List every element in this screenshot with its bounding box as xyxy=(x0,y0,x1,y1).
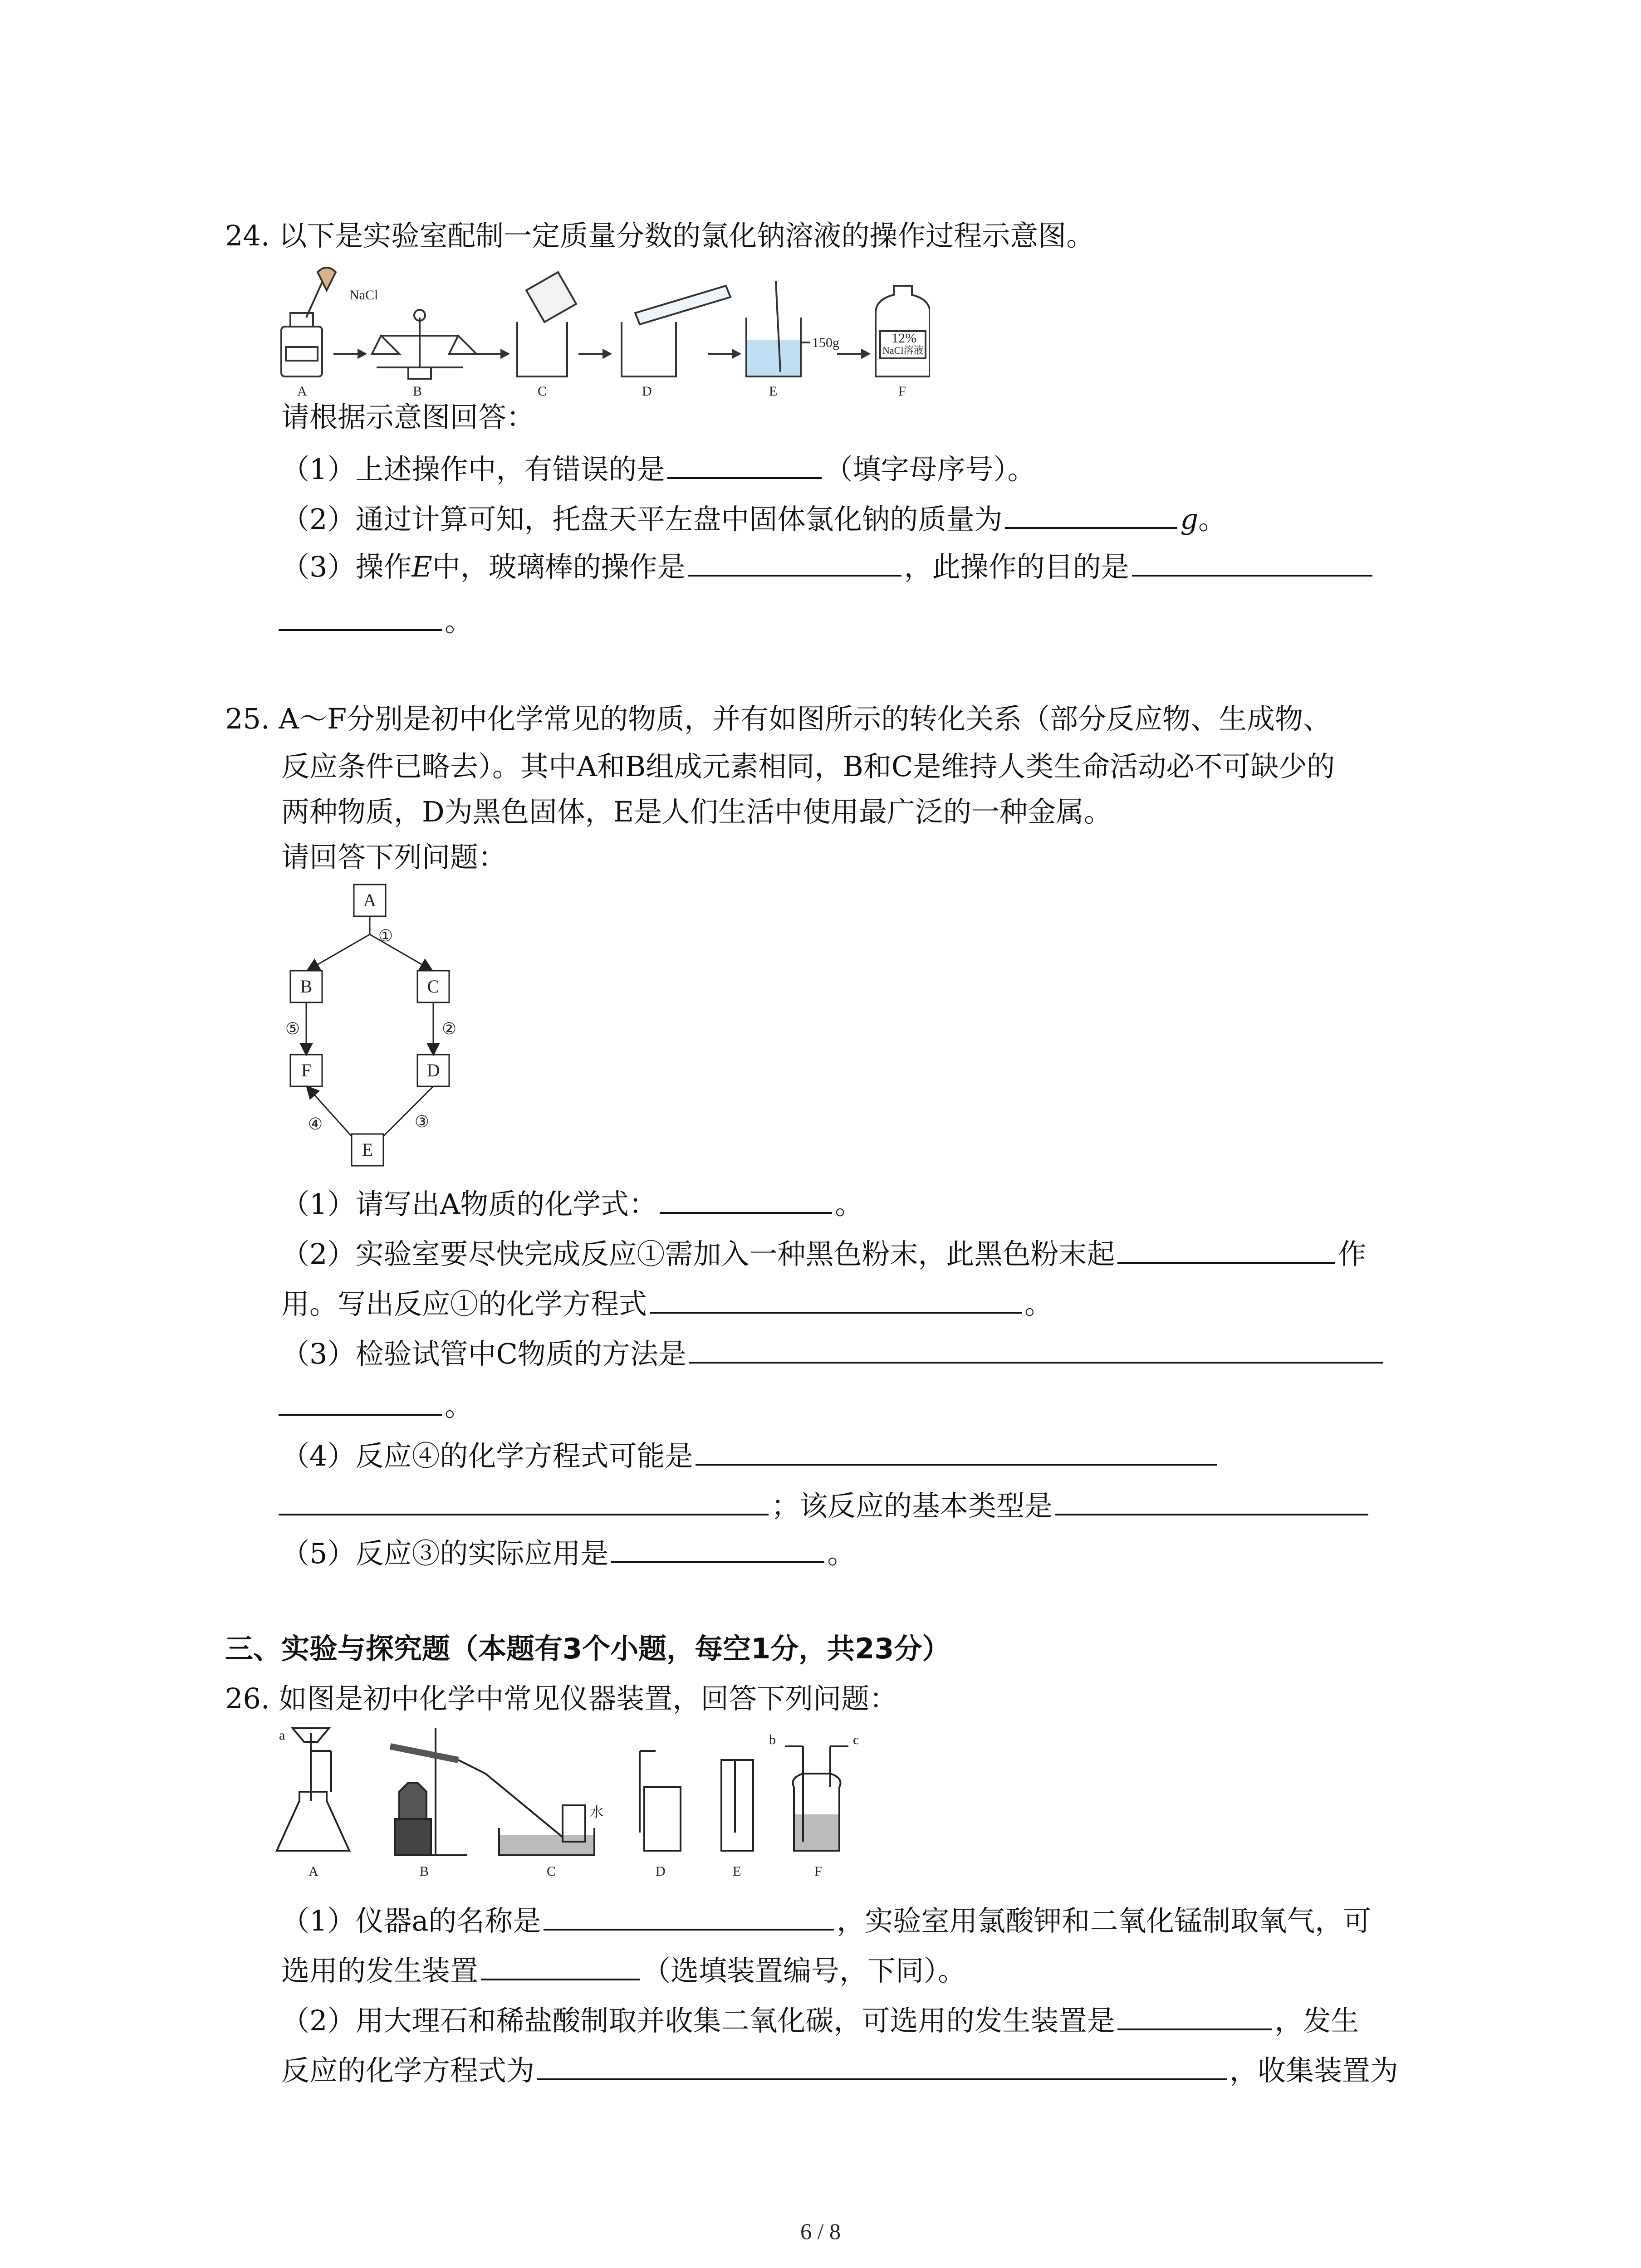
q25-p1-end: 。 xyxy=(835,1188,863,1221)
q25-p3-blank-2[interactable] xyxy=(279,1386,442,1416)
q26-p1-text-d: （选填装置编号，下同）。 xyxy=(642,1954,966,1987)
q25-node-f: F xyxy=(301,1060,312,1080)
q24-fig-label-e: E xyxy=(769,384,778,399)
q26-p2-text-a: （2）用大理石和稀盐酸制取并收集二氧化碳，可选用的发生装置是 xyxy=(281,2004,1115,2037)
q25-p4-blank-2[interactable] xyxy=(279,1486,769,1515)
q24-p2-unit: g xyxy=(1180,503,1199,536)
q24-fig-label-d: D xyxy=(642,384,652,399)
q25-p2-text-a: （2）实验室要尽快完成反应①需加入一种黑色粉末，此黑色粉末起 xyxy=(281,1237,1115,1271)
q26-fig-small-b: b xyxy=(769,1732,776,1747)
q25-node-b: B xyxy=(300,976,313,997)
q24-p2-blank[interactable] xyxy=(1005,499,1177,529)
q26-part2 xyxy=(281,2000,1359,2039)
q24-p1-blank[interactable] xyxy=(667,449,822,479)
q24-fig-label-a: A xyxy=(297,384,307,399)
q25-mark-5: ⑤ xyxy=(285,1020,300,1038)
q24-p3-text-a: （3）操作 xyxy=(281,550,412,583)
q25-node-c: C xyxy=(427,976,440,997)
q25-mark-1: ① xyxy=(378,927,393,945)
q25-p4-text-a: （4）反应④的化学方程式可能是 xyxy=(281,1439,693,1472)
q25-flow-diagram xyxy=(272,880,490,1179)
q26-fig-label-c: C xyxy=(547,1864,556,1879)
q25-p5-blank[interactable] xyxy=(611,1533,824,1563)
q25-part1 xyxy=(281,1184,863,1222)
q24-p3-blank-1[interactable] xyxy=(688,547,901,577)
q26-p2-blank-1[interactable] xyxy=(1117,2000,1272,2030)
q25-part3-cont xyxy=(279,1386,473,1424)
q26-apparatus-figure xyxy=(272,1724,885,1882)
q25-p4-blank-3[interactable] xyxy=(1055,1486,1368,1515)
q24-part1 xyxy=(281,449,1035,488)
q25-p2-blank-1[interactable] xyxy=(1117,1234,1335,1264)
q25-p3-end: 。 xyxy=(445,1389,473,1422)
q26-fig-small-a: a xyxy=(279,1728,285,1743)
q25-part2 xyxy=(281,1234,1366,1272)
q24-nacl-label: NaCl xyxy=(349,288,378,303)
q26-stem: 26. 如图是初中化学中常见仪器装置，回答下列问题： xyxy=(225,1682,898,1715)
section3-title: 三、实验与探究题（本题有3个小题，每空1分，共23分） xyxy=(225,1632,950,1665)
q26-part1-cont xyxy=(281,1950,966,1989)
q24-p3-end: 。 xyxy=(445,605,473,638)
q24-fig-label-f: F xyxy=(898,384,906,399)
q25-mark-3: ③ xyxy=(414,1113,430,1131)
q25-p3-text: （3）检验试管中C物质的方法是 xyxy=(281,1337,686,1370)
q24-prompt: 请根据示意图回答： xyxy=(281,401,535,434)
q26-fig-label-e: E xyxy=(733,1864,741,1879)
q26-p1-blank-2[interactable] xyxy=(481,1950,640,1980)
q25-part2-cont xyxy=(281,1284,1053,1322)
q26-fig-label-d: D xyxy=(656,1864,666,1879)
q24-bottle-name: NaCl溶液 xyxy=(882,345,924,356)
q25-p2-text-b: 作 xyxy=(1338,1237,1367,1271)
q25-p2-text-c: 用。写出反应①的化学方程式 xyxy=(281,1287,647,1320)
q24-stem: 24. 以下是实验室配制一定质量分数的氯化钠溶液的操作过程示意图。 xyxy=(225,219,1095,252)
q26-fig-label-a: A xyxy=(309,1864,318,1879)
q26-p2-text-b: ，发生 xyxy=(1274,2004,1359,2037)
q24-figure xyxy=(272,263,930,399)
q24-p2-end: 。 xyxy=(1198,503,1227,536)
q24-p3-text-b: 中，玻璃棒的操作是 xyxy=(432,550,686,583)
q25-mark-2: ② xyxy=(441,1020,457,1038)
q24-p3-blank-3[interactable] xyxy=(279,601,442,631)
q25-part4-cont xyxy=(279,1486,1371,1524)
q24-part3 xyxy=(281,547,1375,585)
q25-p4-text-b: ；该反应的基本类型是 xyxy=(771,1489,1053,1522)
q26-p1-text-c: 选用的发生装置 xyxy=(281,1954,479,1987)
q25-p3-blank-1[interactable] xyxy=(689,1334,1383,1364)
q25-prompt: 请回答下列问题： xyxy=(281,841,507,874)
q26-part2-cont xyxy=(281,2050,1398,2089)
q25-p5-end: 。 xyxy=(827,1537,856,1570)
q25-part4 xyxy=(281,1436,1220,1474)
q24-p1-text-a: （1）上述操作中，有错误的是 xyxy=(281,453,665,486)
q24-fig-label-b: B xyxy=(413,384,422,399)
q25-p4-blank-1[interactable] xyxy=(696,1436,1217,1466)
q24-p3-text-c: ，此操作的目的是 xyxy=(904,550,1129,583)
q24-part2 xyxy=(281,499,1226,538)
q24-p2-text-a: （2）通过计算可知，托盘天平左盘中固体氯化钠的质量为 xyxy=(281,503,1003,536)
q24-part3-cont xyxy=(279,601,473,640)
q26-part1 xyxy=(281,1901,1371,1939)
q24-fig-label-c: C xyxy=(538,384,547,399)
q26-p1-blank-1[interactable] xyxy=(544,1901,834,1931)
q25-p1-text: （1）请写出A物质的化学式： xyxy=(281,1188,657,1221)
page-number: 6 / 8 xyxy=(800,2219,841,2244)
q26-fig-label-f: F xyxy=(814,1864,822,1879)
q25-p1-blank[interactable] xyxy=(660,1184,832,1214)
q26-water-label: 水 xyxy=(590,1804,603,1820)
q24-p1-text-b: （填字母序号）。 xyxy=(824,453,1036,486)
q26-p1-text-b: ，实验室用氯酸钾和二氧化锰制取氧气，可 xyxy=(837,1904,1372,1937)
q25-node-e: E xyxy=(362,1139,373,1160)
q24-150g-label: 150g xyxy=(812,335,839,350)
q24-bottle-percent: 12% xyxy=(892,331,916,346)
q26-p2-text-c: 反应的化学方程式为 xyxy=(281,2054,535,2087)
q25-p5-text: （5）反应③的实际应用是 xyxy=(281,1537,609,1570)
q26-fig-small-c: c xyxy=(853,1732,859,1747)
q24-p3-blank-2[interactable] xyxy=(1132,547,1372,577)
q25-mark-4: ④ xyxy=(308,1115,323,1134)
q25-node-d: D xyxy=(426,1060,440,1080)
q25-p2-blank-2[interactable] xyxy=(650,1284,1022,1314)
q25-line-3: 两种物质，D为黑色固体，E是人们生活中使用最广泛的一种金属。 xyxy=(281,795,1112,828)
q24-p3-e: E xyxy=(411,550,432,583)
q25-line-2: 反应条件已略去）。其中A和B组成元素相同，B和C是维持人类生命活动必不可缺少的 xyxy=(281,750,1335,783)
q25-node-a: A xyxy=(363,890,377,910)
q26-fig-label-b: B xyxy=(420,1864,429,1879)
q25-part3 xyxy=(281,1334,1386,1372)
q25-p2-end: 。 xyxy=(1024,1287,1053,1320)
q25-line-1: 25. A～F分别是初中化学常见的物质，并有如图所示的转化关系（部分反应物、生成物、 xyxy=(225,702,1332,735)
q26-p2-blank-2[interactable] xyxy=(537,2050,1227,2080)
q26-p1-text-a: （1）仪器a的名称是 xyxy=(281,1904,541,1937)
q26-p2-text-d: ，收集装置为 xyxy=(1230,2054,1399,2087)
q25-part5 xyxy=(281,1533,855,1572)
